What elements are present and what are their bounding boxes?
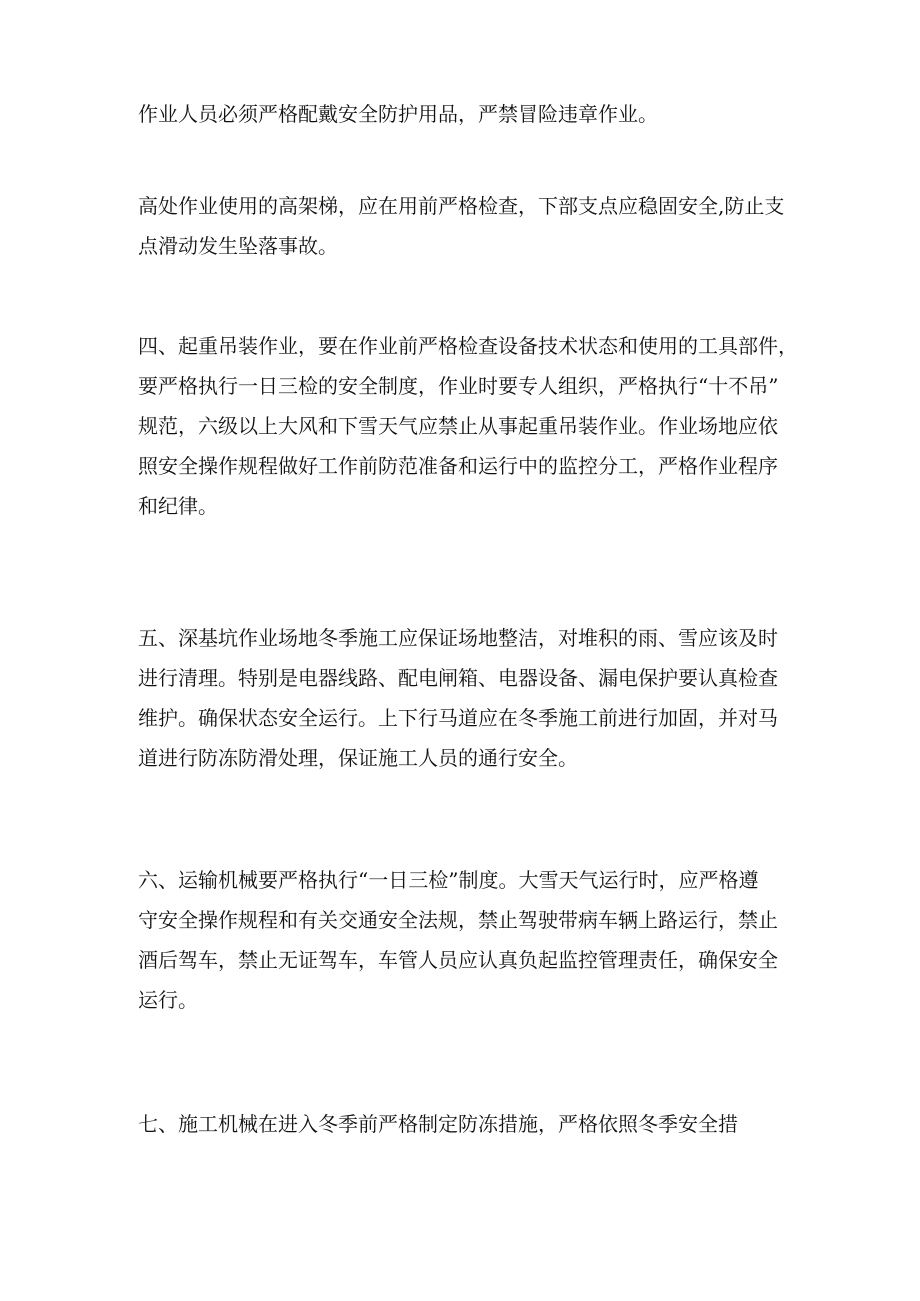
text-line: 规范，六级以上大风和下雪天气应禁止从事起重吊装作业。作业场地应依 — [138, 414, 778, 438]
paragraph-section-5-foundation-pit — [138, 618, 788, 778]
text-line: 运行。 — [138, 988, 198, 1012]
paragraph-ppe-requirement — [138, 94, 788, 134]
text-line: 六、运输机械要严格执行“一日三检”制度。大雪天气运行时，应严格遵 — [138, 868, 759, 892]
text-line: 高处作业使用的高架梯，应在用前严格检查，下部支点应稳固安全,防止支 — [138, 194, 785, 218]
paragraph-section-7-machinery — [138, 1104, 788, 1144]
text-line: 作业人员必须严格配戴安全防护用品，严禁冒险违章作业。 — [138, 102, 658, 126]
text-line: 四、起重吊装作业，要在作业前严格检查设备技术状态和使用的工具部件， — [138, 334, 798, 358]
text-line: 五、深基坑作业场地冬季施工应保证场地整洁，对堆积的雨、雪应该及时 — [138, 626, 778, 650]
text-line: 七、施工机械在进入冬季前严格制定防冻措施，严格依照冬季安全措 — [138, 1112, 738, 1136]
text-line: 要严格执行一日三检的安全制度，作业时要专人组织，严格执行“十不吊” — [138, 374, 779, 398]
text-line: 和纪律。 — [138, 494, 218, 518]
text-line: 道进行防冻防滑处理，保证施工人员的通行安全。 — [138, 746, 578, 770]
text-line: 守安全操作规程和有关交通安全法规，禁止驾驶带病车辆上路运行，禁止 — [138, 908, 778, 932]
text-line: 进行清理。特别是电器线路、配电闸箱、电器设备、漏电保护要认真检查 — [138, 666, 778, 690]
text-line: 维护。确保状态安全运行。上下行马道应在冬季施工前进行加固，并对马 — [138, 706, 778, 730]
text-line: 照安全操作规程做好工作前防范准备和运行中的监控分工，严格作业程序 — [138, 454, 778, 478]
paragraph-ladder-safety — [138, 186, 788, 266]
text-line: 酒后驾车，禁止无证驾车，车管人员应认真负起监控管理责任，确保安全 — [138, 948, 778, 972]
text-line: 点滑动发生坠落事故。 — [138, 234, 338, 258]
paragraph-section-4-lifting — [138, 326, 798, 526]
paragraph-section-6-transport — [138, 860, 788, 1020]
